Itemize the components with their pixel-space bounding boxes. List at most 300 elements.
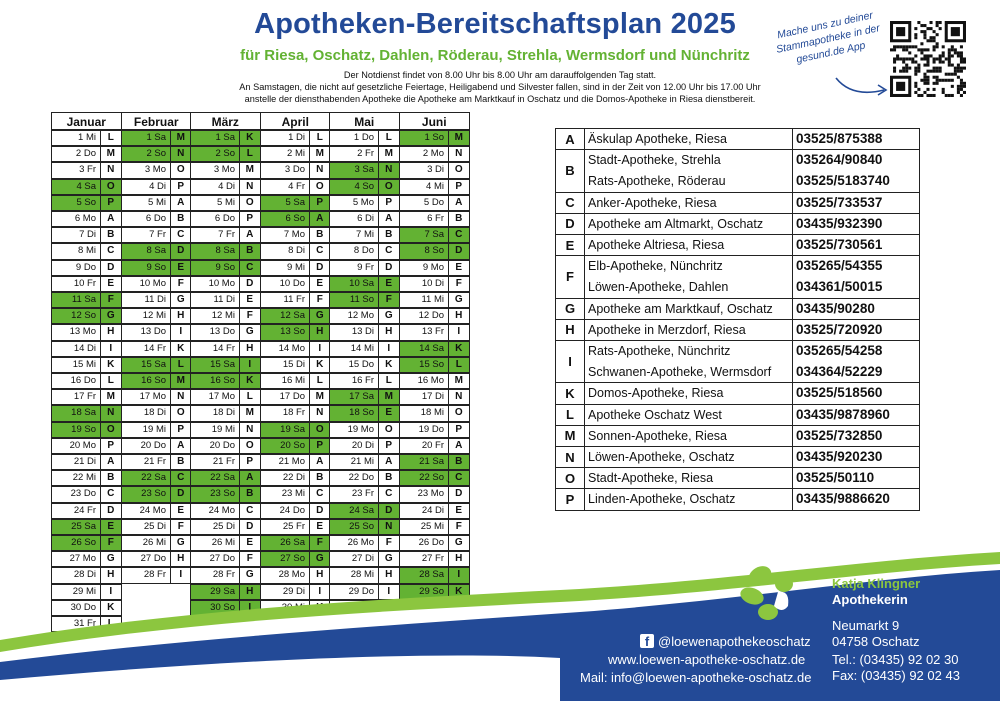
duty-letter: G <box>239 324 261 340</box>
column-divider <box>792 426 793 446</box>
calendar-day: 28 Fr <box>190 567 240 583</box>
pharmacy-phone: 03525/518560 <box>796 385 883 401</box>
calendar-day: 2 So <box>121 146 171 162</box>
duty-letter: C <box>309 243 331 259</box>
calendar-day: 21 Fr <box>190 454 240 470</box>
pharmacy-name: Elb-Apotheke, Nünchritz <box>588 259 723 274</box>
calendar-day: 12 Mi <box>190 308 240 324</box>
duty-letter: E <box>100 519 122 535</box>
note-line-3: anstelle der diensthabenden Apotheke die Apotheke am Marktkauf in Oschatz und die Domos-Apotheke in Riesa dienstbereit. <box>244 94 756 104</box>
duty-letter: L <box>100 373 122 389</box>
calendar-day: 5 So <box>51 195 101 211</box>
duty-letter: N <box>170 389 192 405</box>
duty-letter: I <box>448 324 470 340</box>
pharmacy-phone: 03525/732850 <box>796 427 883 443</box>
calendar-day: 19 Sa <box>260 422 310 438</box>
calendar-day: 26 So <box>51 535 101 551</box>
calendar-day: 3 Fr <box>51 162 101 178</box>
calendar-day: 28 Mo <box>260 567 310 583</box>
calendar-day: 10 Mo <box>190 276 240 292</box>
calendar-day: 26 Mi <box>190 535 240 551</box>
calendar-day: 7 Fr <box>121 227 171 243</box>
calendar-day: 7 Fr <box>190 227 240 243</box>
duty-letter: P <box>448 179 470 195</box>
duty-letter: A <box>170 195 192 211</box>
duty-letter: I <box>100 584 122 600</box>
pharmacy-logo-icon <box>738 562 808 624</box>
calendar-day: 21 Mo <box>260 454 310 470</box>
calendar-day: 25 Di <box>121 519 171 535</box>
app-promo-text: Mache uns zu deiner Stammapotheke in der gesund.de App <box>775 9 881 66</box>
pharmacy-phone: 03525/720920 <box>796 321 883 337</box>
duty-letter: D <box>239 519 261 535</box>
calendar-day: 11 Fr <box>260 292 310 308</box>
calendar-day: 22 Do <box>329 470 379 486</box>
pharmacy-letter: K <box>556 383 585 403</box>
duty-letter: N <box>309 162 331 178</box>
calendar-day: 25 So <box>329 519 379 535</box>
duty-letter: C <box>100 243 122 259</box>
duty-letter: C <box>448 227 470 243</box>
duty-letter: K <box>239 373 261 389</box>
calendar-day: 7 Sa <box>399 227 449 243</box>
calendar-day: 19 Mo <box>329 422 379 438</box>
calendar-day: 21 Sa <box>399 454 449 470</box>
calendar-day: 1 Mi <box>51 130 101 146</box>
calendar-day: 10 Di <box>399 276 449 292</box>
pharmacy-letter: M <box>556 426 585 446</box>
calendar-day: 22 Sa <box>121 470 171 486</box>
calendar-day: 22 So <box>399 470 449 486</box>
calendar-day: 16 So <box>121 373 171 389</box>
pharmacy-letter: H <box>556 320 585 340</box>
calendar-day: 15 Di <box>260 357 310 373</box>
pharmacy-phone: 03435/9886620 <box>796 491 890 507</box>
duty-letter: H <box>100 567 122 583</box>
calendar-day: 5 Do <box>399 195 449 211</box>
duty-letter: G <box>448 535 470 551</box>
facebook-icon[interactable]: f <box>640 634 654 648</box>
duty-letter: H <box>170 308 192 324</box>
calendar-day: 31 Fr <box>51 616 101 632</box>
calendar-day: 24 Do <box>260 503 310 519</box>
pharmacy-letter: N <box>556 447 585 467</box>
pharmacy-letter: I <box>556 341 585 382</box>
duty-letter: G <box>309 308 331 324</box>
calendar-day: 11 Sa <box>51 292 101 308</box>
calendar-day: 26 Sa <box>260 535 310 551</box>
calendar-day: 15 So <box>399 357 449 373</box>
calendar-day: 29 Di <box>260 584 310 600</box>
calendar-day: 14 Di <box>51 341 101 357</box>
duty-letter: K <box>100 357 122 373</box>
calendar-day: 10 Sa <box>329 276 379 292</box>
column-divider <box>792 447 793 467</box>
pharmacy-row <box>556 468 919 489</box>
calendar-day: 4 So <box>329 179 379 195</box>
pharmacy-letter: A <box>556 129 585 149</box>
calendar-day: 13 Do <box>190 324 240 340</box>
duty-letter: M <box>448 130 470 146</box>
duty-letter: N <box>100 405 122 421</box>
phone-number: Tel.: (03435) 92 02 30 <box>832 652 959 667</box>
duty-letter: O <box>448 405 470 421</box>
calendar-day: 20 Do <box>190 438 240 454</box>
duty-letter: G <box>239 567 261 583</box>
calendar-day: 26 Do <box>399 535 449 551</box>
duty-letter: G <box>309 551 331 567</box>
pharmacy-phone: 035264/90840 <box>796 152 883 168</box>
calendar-day: 9 Fr <box>329 260 379 276</box>
duty-letter: H <box>378 567 400 583</box>
duty-letter: F <box>309 535 331 551</box>
duty-letter: B <box>170 454 192 470</box>
pharmacy-row <box>556 256 919 298</box>
column-divider <box>792 214 793 234</box>
pharmacy-letter: L <box>556 405 585 425</box>
month-header: Februar <box>121 112 192 130</box>
duty-letter: G <box>448 292 470 308</box>
calendar-day: 23 So <box>121 486 171 502</box>
calendar-day: 5 Mi <box>121 195 171 211</box>
duty-letter: M <box>170 373 192 389</box>
duty-letter: E <box>378 276 400 292</box>
column-divider <box>792 129 793 149</box>
calendar-day: 14 Mi <box>329 341 379 357</box>
calendar-day: 5 Mi <box>190 195 240 211</box>
pharmacy-phone: 03435/90280 <box>796 300 875 316</box>
calendar-day: 18 Di <box>190 405 240 421</box>
pharmacy-row <box>556 193 919 214</box>
duty-letter: B <box>378 470 400 486</box>
duty-letter: C <box>100 486 122 502</box>
pharmacy-phone: 03525/733537 <box>796 194 883 210</box>
duty-letter: L <box>170 357 192 373</box>
calendar-day: 18 Di <box>121 405 171 421</box>
pharmacy-name: Anker-Apotheke, Riesa <box>588 195 717 210</box>
note-line-1: Der Notdienst findet von 8.00 Uhr bis 8.00 Uhr am darauffolgenden Tag statt. <box>343 70 657 80</box>
duty-letter: M <box>378 389 400 405</box>
calendar-day: 28 Sa <box>399 567 449 583</box>
duty-letter: I <box>239 600 261 616</box>
calendar-day: 4 Di <box>190 179 240 195</box>
calendar-day: 1 Sa <box>190 130 240 146</box>
duty-letter: M <box>239 162 261 178</box>
duty-letter: D <box>309 260 331 276</box>
pharmacy-name: Linden-Apotheke, Oschatz <box>588 492 736 507</box>
duty-letter: H <box>239 341 261 357</box>
duty-letter: M <box>448 373 470 389</box>
pharmacy-row <box>556 129 919 150</box>
calendar-day: 8 Sa <box>190 243 240 259</box>
pharmacy-name: Schwanen-Apotheke, Wermsdorf <box>588 365 772 380</box>
calendar-day: 11 Di <box>190 292 240 308</box>
duty-letter: E <box>448 503 470 519</box>
duty-letter: H <box>309 324 331 340</box>
pharmacy-letter: F <box>556 256 585 297</box>
pharmacy-phone: 03525/50110 <box>796 470 875 486</box>
duty-letter: O <box>100 422 122 438</box>
duty-letter: E <box>239 535 261 551</box>
calendar-day: 1 Di <box>260 130 310 146</box>
calendar-day: 9 Mo <box>399 260 449 276</box>
pharmacy-letter: G <box>556 299 585 319</box>
duty-letter: D <box>170 486 192 502</box>
duty-letter: E <box>170 503 192 519</box>
calendar-day: 10 Do <box>260 276 310 292</box>
calendar-day: 24 Mo <box>121 503 171 519</box>
duty-letter: K <box>309 357 331 373</box>
duty-letter: M <box>100 389 122 405</box>
duty-letter: B <box>309 470 331 486</box>
duty-letter: A <box>448 195 470 211</box>
duty-letter: A <box>309 454 331 470</box>
curved-arrow-icon <box>832 72 892 100</box>
address-street: Neumarkt 9 <box>832 618 900 633</box>
calendar-day: 6 So <box>260 211 310 227</box>
duty-letter: L <box>448 357 470 373</box>
column-divider <box>792 320 793 340</box>
calendar-day: 17 Mo <box>190 389 240 405</box>
page-subtitle: für Riesa, Oschatz, Dahlen, Röderau, Strehla, Wermsdorf und Nünchritz <box>240 47 750 64</box>
website-link[interactable]: www.loewen-apotheke-oschatz.de <box>608 652 806 667</box>
duty-letter: E <box>309 276 331 292</box>
pharmacy-letter: O <box>556 468 585 488</box>
column-divider <box>792 383 793 403</box>
calendar-day: 8 So <box>399 243 449 259</box>
calendar-day: 6 Do <box>190 211 240 227</box>
duty-letter: A <box>100 211 122 227</box>
duty-letter: P <box>170 422 192 438</box>
pharmacy-letter: D <box>556 214 585 234</box>
duty-letter: N <box>448 146 470 162</box>
duty-letter: K <box>239 130 261 146</box>
calendar-day: 7 Di <box>51 227 101 243</box>
calendar-day: 28 Fr <box>121 567 171 583</box>
calendar-day: 5 Sa <box>260 195 310 211</box>
calendar-day: 2 Mo <box>399 146 449 162</box>
duty-letter: I <box>100 341 122 357</box>
calendar-day: 23 Do <box>51 486 101 502</box>
duty-letter: G <box>170 535 192 551</box>
calendar-day: 15 Do <box>329 357 379 373</box>
duty-letter: B <box>170 211 192 227</box>
calendar-day: 10 Mo <box>121 276 171 292</box>
duty-letter: P <box>378 195 400 211</box>
calendar-day: 25 Di <box>190 519 240 535</box>
calendar-day: 27 Do <box>121 551 171 567</box>
pharmacy-phone: 03435/932390 <box>796 215 883 231</box>
duty-letter: H <box>378 324 400 340</box>
column-divider <box>792 193 793 213</box>
duty-letter: G <box>100 551 122 567</box>
duty-letter: P <box>100 438 122 454</box>
calendar-day: 23 So <box>190 486 240 502</box>
calendar-day: 8 Sa <box>121 243 171 259</box>
pharmacy-row <box>556 405 919 426</box>
duty-letter: O <box>239 438 261 454</box>
calendar-day: 13 Mo <box>51 324 101 340</box>
duty-letter: O <box>378 422 400 438</box>
calendar-day: 9 So <box>190 260 240 276</box>
calendar-day: 21 Di <box>51 454 101 470</box>
mail-link[interactable]: Mail: info@loewen-apotheke-oschatz.de <box>580 670 812 685</box>
calendar-day: 11 Di <box>121 292 171 308</box>
pharmacy-phone: 03525/730561 <box>796 237 883 252</box>
duty-letter: F <box>239 551 261 567</box>
calendar-day: 28 Mi <box>329 567 379 583</box>
duty-letter: N <box>239 422 261 438</box>
column-divider <box>792 468 793 488</box>
duty-letter: I <box>309 584 331 600</box>
duty-letter: K <box>448 341 470 357</box>
column-divider <box>792 299 793 319</box>
duty-letter: B <box>100 227 122 243</box>
qr-code-icon[interactable] <box>890 21 966 97</box>
pharmacy-name: Domos-Apotheke, Riesa <box>588 386 724 401</box>
calendar-day: 19 Mi <box>121 422 171 438</box>
pharmacy-name: Sonnen-Apotheke, Riesa <box>588 428 727 443</box>
duty-letter: L <box>239 146 261 162</box>
column-divider <box>792 489 793 510</box>
pharmacist-role: Apothekerin <box>832 592 908 607</box>
duty-letter: P <box>378 438 400 454</box>
calendar-day: 27 Fr <box>399 551 449 567</box>
column-divider <box>792 235 793 255</box>
duty-letter: E <box>239 292 261 308</box>
duty-letter: N <box>448 389 470 405</box>
calendar-day: 24 Di <box>399 503 449 519</box>
calendar-day: 27 Di <box>329 551 379 567</box>
column-divider <box>792 150 793 191</box>
duty-letter: I <box>170 324 192 340</box>
calendar-day: 18 Mi <box>399 405 449 421</box>
calendar-day: 6 Di <box>329 211 379 227</box>
duty-letter: H <box>239 584 261 600</box>
calendar-day: 20 Di <box>329 438 379 454</box>
pharmacy-name: Apotheke in Merzdorf, Riesa <box>588 322 746 337</box>
duty-letter: P <box>309 195 331 211</box>
duty-letter: O <box>378 179 400 195</box>
calendar-day: 13 Di <box>329 324 379 340</box>
duty-letter: C <box>309 486 331 502</box>
calendar-day: 19 Mi <box>190 422 240 438</box>
pharmacy-name: Apotheke am Altmarkt, Oschatz <box>588 216 764 231</box>
duty-letter: E <box>378 405 400 421</box>
calendar-day: 17 Sa <box>329 389 379 405</box>
calendar-day: 24 Mo <box>190 503 240 519</box>
calendar-day: 3 Mo <box>121 162 171 178</box>
calendar-day: 16 Mi <box>260 373 310 389</box>
calendar-day: 17 Do <box>260 389 310 405</box>
calendar-day: 2 Mi <box>260 146 310 162</box>
calendar-day: 11 So <box>329 292 379 308</box>
duty-letter: C <box>170 227 192 243</box>
pharmacy-row <box>556 383 919 404</box>
duty-letter: A <box>239 227 261 243</box>
pharmacy-letter: P <box>556 489 585 510</box>
calendar-day: 16 Fr <box>329 373 379 389</box>
duty-letter: C <box>170 470 192 486</box>
duty-letter: M <box>309 389 331 405</box>
calendar-day: 15 Sa <box>190 357 240 373</box>
duty-letter: D <box>170 243 192 259</box>
pharmacy-phone: 03435/920230 <box>796 449 883 464</box>
duty-letter: L <box>239 389 261 405</box>
calendar-day: 14 Mo <box>260 341 310 357</box>
duty-letter: A <box>378 454 400 470</box>
calendar-day: 1 Do <box>329 130 379 146</box>
fax-number: Fax: (03435) 92 02 43 <box>832 668 960 683</box>
calendar-day: 8 Mi <box>51 243 101 259</box>
pharmacy-letter: E <box>556 235 585 255</box>
duty-letter: I <box>378 584 400 600</box>
duty-letter: I <box>239 357 261 373</box>
month-header: März <box>190 112 261 130</box>
calendar-day: 12 Do <box>399 308 449 324</box>
calendar-day: 26 Mi <box>121 535 171 551</box>
pharmacy-row <box>556 447 919 468</box>
calendar-day: 21 Mi <box>329 454 379 470</box>
duty-letter: C <box>378 243 400 259</box>
pharmacy-row <box>556 426 919 447</box>
duty-letter: L <box>100 616 122 632</box>
column-divider <box>792 341 793 382</box>
calendar-day: 3 Mo <box>190 162 240 178</box>
calendar-day: 20 So <box>260 438 310 454</box>
social-handle[interactable]: @loewenapothekeoschatz <box>658 634 811 649</box>
calendar-day: 17 Mo <box>121 389 171 405</box>
duty-letter: G <box>170 292 192 308</box>
calendar-day: 18 So <box>329 405 379 421</box>
calendar-day: 16 Do <box>51 373 101 389</box>
calendar-day: 15 Sa <box>121 357 171 373</box>
pharmacy-row <box>556 489 919 510</box>
duty-letter: H <box>309 567 331 583</box>
duty-letter: I <box>448 567 470 583</box>
calendar-day: 1 So <box>399 130 449 146</box>
duty-letter: E <box>309 519 331 535</box>
duty-letter: K <box>378 357 400 373</box>
calendar-day: 6 Fr <box>399 211 449 227</box>
calendar-day: 4 Mi <box>399 179 449 195</box>
month-header: Mai <box>329 112 400 130</box>
month-header: Januar <box>51 112 122 130</box>
duty-letter: O <box>170 405 192 421</box>
calendar-day: 26 Mo <box>329 535 379 551</box>
calendar-day: 14 Sa <box>399 341 449 357</box>
calendar-day: 18 Sa <box>51 405 101 421</box>
duty-letter: D <box>239 276 261 292</box>
note-line-2: An Samstagen, die nicht auf gesetzliche Feiertage, Heiligabend und Silvester fallen, sind in der Zeit von 12.00 Uhr bis 17.00 Uhr <box>239 82 761 92</box>
duty-letter: N <box>309 405 331 421</box>
calendar-day: 29 Mi <box>51 584 101 600</box>
calendar-day: 16 So <box>190 373 240 389</box>
pharmacy-phone: 034361/50015 <box>796 279 883 295</box>
duty-letter: O <box>100 179 122 195</box>
calendar-day: 3 Do <box>260 162 310 178</box>
calendar-day: 4 Sa <box>51 179 101 195</box>
calendar-day: 14 Fr <box>121 341 171 357</box>
duty-letter: A <box>100 454 122 470</box>
duty-letter: O <box>239 195 261 211</box>
calendar-day: 13 Fr <box>399 324 449 340</box>
calendar-day: 23 Mo <box>399 486 449 502</box>
duty-letter: F <box>170 276 192 292</box>
calendar-day: 29 So <box>399 584 449 600</box>
calendar-day: 2 Do <box>51 146 101 162</box>
calendar-day: 25 Fr <box>260 519 310 535</box>
